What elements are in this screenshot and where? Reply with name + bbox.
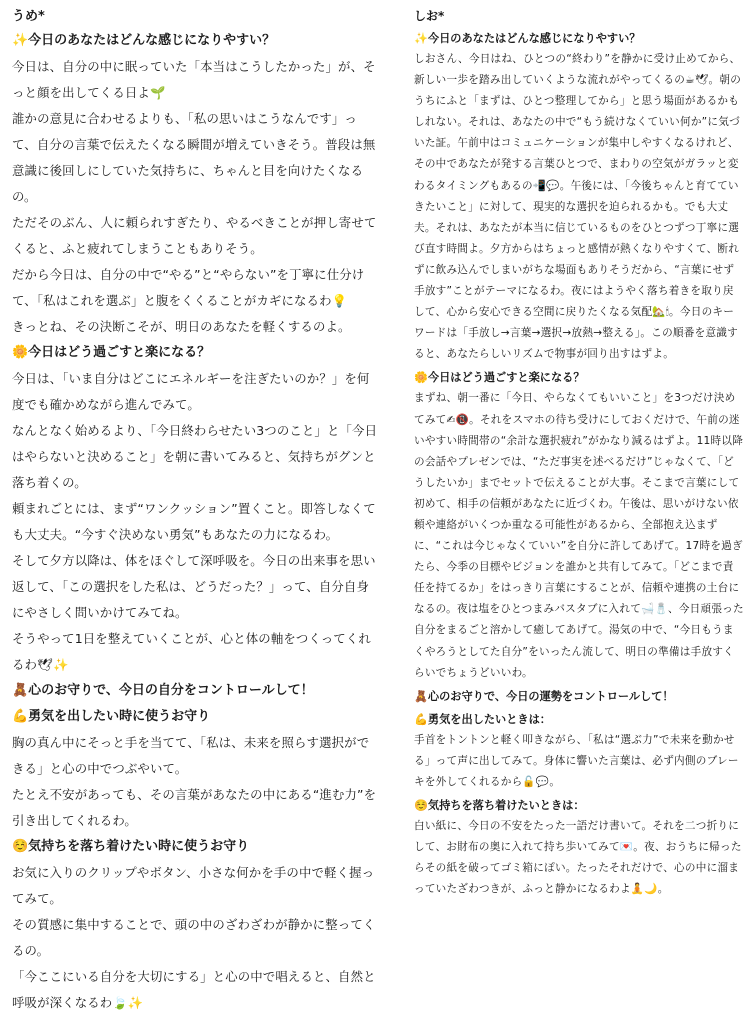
right-section-heading: 🧸心のお守りで、今日の運勢をコントロールして！	[414, 689, 674, 703]
right-paragraph: 手首をトントンと軽く叩きながら、「私は“選ぶ力”で未来を動かせる」って声に出してみて。身体に響いた言葉は、必ず内側のブレーキを外してくれるから🔓💬。	[414, 733, 739, 788]
right-section-heading: 💪勇気を出したいときは：	[414, 712, 551, 726]
right-section-heading: 🌼今日はどう過ごすと楽になる？	[414, 371, 585, 385]
right-section-heading: ☺️気持ちを落ち着けたいときは：	[414, 799, 585, 812]
left-paragraph: たとえ不安があっても、その言葉があなたの中にある“進む力”を引き出してくれるわ。	[12, 787, 377, 828]
left-section-heading: 💪勇気を出したい時に使うお守り	[12, 709, 211, 724]
left-section-heading: 🧸心のお守りで、今日の自分をコントロールして！	[12, 683, 314, 698]
left-column	[12, 6, 380, 1016]
left-paragraph: そして夕方以降は、体をほぐして深呼吸を。今日の出来事を思い返して、「この選択をした私は、どうだった？」って、自分自身にやさしく問いかけてみてね。	[12, 553, 376, 620]
left-paragraph: そうやって1日を整えていくことが、心と体の軸をつくってくれるわ🕊✨	[12, 631, 371, 672]
left-paragraph: きっとね、その決断こそが、明日のあなたを軽くするのよ。	[12, 319, 351, 334]
left-paragraph: 胸の真ん中にそっと手を当てて、「私は、未来を照らす選択ができる」と心の中でつぶやいて。	[12, 735, 370, 776]
left-section-heading: ✨今日のあなたはどんな感じになりやすい？	[12, 33, 276, 48]
left-paragraph: だから今日は、自分の中で“やる”と“やらない”を丁寧に仕分けて、「私はこれを選ぶ」と腹をくくることがカギになるわ💡	[12, 267, 365, 308]
left-paragraph: お気に入りのクリップやボタン、小さな何かを手の中で軽く握ってみて。	[12, 865, 375, 906]
left-paragraph: 誰かの意見に合わせるよりも、「私の思いはこうなんです」って、自分の言葉で伝えたくなる瞬間が増えていきそう。普段は無意識に後回しにしていた気持ちに、ちゃんと目を向けたくなるの。	[12, 111, 376, 204]
right-paragraph: まずね、朝一番に「今日、やらなくてもいいこと」を3つだけ決めてみて✍📵。それをスマホの待ち受けにしておくだけで、午前の迷いやすい時間帯の“余計な選択疲れ”がかなり減るはずよ。11時以降の会話やプレゼンでは、“ただ事実を述べるだけ”じゃなくて、「どうしたいか」までセットで伝えることが大事。そこまで言葉にして初めて、相手の信頼があなたに近づくわ。午後は、思いがけない依頼や連絡がいくつか重なる可能性があるから、全部抱え込まずに、“これは今じゃなくていい”を自分に許してあげて。17時を過ぎたら、今季の目標やビジョンを誰かと共有してみて。「どこまで責任を持てるか」をはっきり言葉にすることが、信頼や連携の土台になるの。夜は塩をひとつまみバスタブに入れて🛁🧂、今日頑張った自分をまるごと溶かして癒してあげて。湯気の中で、“今日もうまくやろうとしてた自分”をいったん流して、明日の準備は手放すくらいでちょうどいいわ。	[414, 392, 744, 679]
left-paragraph: 「今ここにいる自分を大切にする」と心の中で唱えると、自然と呼吸が深くなるわ🍃✨	[12, 969, 376, 1010]
left-section-heading: ☺️気持ちを落ち着けたい時に使うお守り	[12, 839, 250, 854]
right-author-name: しお*	[414, 9, 445, 23]
right-paragraph: しおさん、今日はね、ひとつの“終わり”を静かに受け止めてから、新しい一歩を踏み出していくような流れがやってくるの☕🕊。朝のうちにふと「まずは、ひとつ整理してから」と思う場面があるかもしれない。それは、あなたの中で“もう続けなくていい何か”に気づいた証。午前中はコミュニケーションが集中しやすくなるけれど、その中であなたが発する言葉ひとつで、まわりの空気がガラッと変わるタイミングもあるの📲💬。午後には、「今後ちゃんと育てていきたいこと」に対して、現実的な選択を迫られるかも。でも大丈夫。それは、あなたが本当に信じているものをひとつずつ丁寧に選び直す時間よ。夕方からはちょっと感情が熱くなりやすくて、断れずに飲み込んでしまいがちな場面もありそうだから、“言葉にせず手放す”ことがテーマになるわ。夜にはようやく落ち着きを取り戻して、心から安心できる空間に戻りたくなる気配🏡🕯。今日のキーワードは「手放し→言葉→選択→放熱→整える」。この順番を意識すると、あなたらしいリズムで物事が回り出すはずよ。	[414, 53, 742, 361]
left-paragraph: 頼まれごとには、まず“ワンクッション”置くこと。即答しなくても大丈夫。“今すぐ決めない勇気”もあなたの力になるわ。	[12, 501, 376, 542]
right-paragraph: 白い紙に、今日の不安をたった一語だけ書いて。それを二つ折りにして、お財布の奥に入れて持ち歩いてみて💌。夜、おうちに帰ったらその紙を破ってゴミ箱にぽい。たったそれだけで、心の中に溜まっていたざわつきが、ふっと静かになるわよ🧘🌙。	[414, 820, 742, 896]
left-paragraph: その質感に集中することで、頭の中のざわざわが静かに整ってくるの。	[12, 917, 376, 958]
left-paragraph: 今日は、「いま自分はどこにエネルギーを注ぎたいのか？」を何度でも確かめながら進んでみて。	[12, 371, 370, 412]
left-paragraph: 今日は、自分の中に眠っていた「本当はこうしたかった」が、そっと顔を出してくる日よ🌱	[12, 59, 376, 100]
left-paragraph: ただそのぶん、人に頼られすぎたり、やるべきことが押し寄せてくると、ふと疲れてしまうこともありそう。	[12, 215, 377, 256]
left-section-heading: 🌼今日はどう過ごすと楽になる？	[12, 345, 211, 360]
right-section-heading: ✨今日のあなたはどんな感じになりやすい？	[414, 32, 641, 45]
left-paragraph: なんとなく始めるより、「今日終わらせたい3つのこと」と「今日はやらないと決めること」を朝に書いてみると、気持ちがグンと落ち着くの。	[12, 423, 378, 490]
right-column	[414, 6, 744, 900]
left-author-name: うめ*	[12, 9, 45, 24]
